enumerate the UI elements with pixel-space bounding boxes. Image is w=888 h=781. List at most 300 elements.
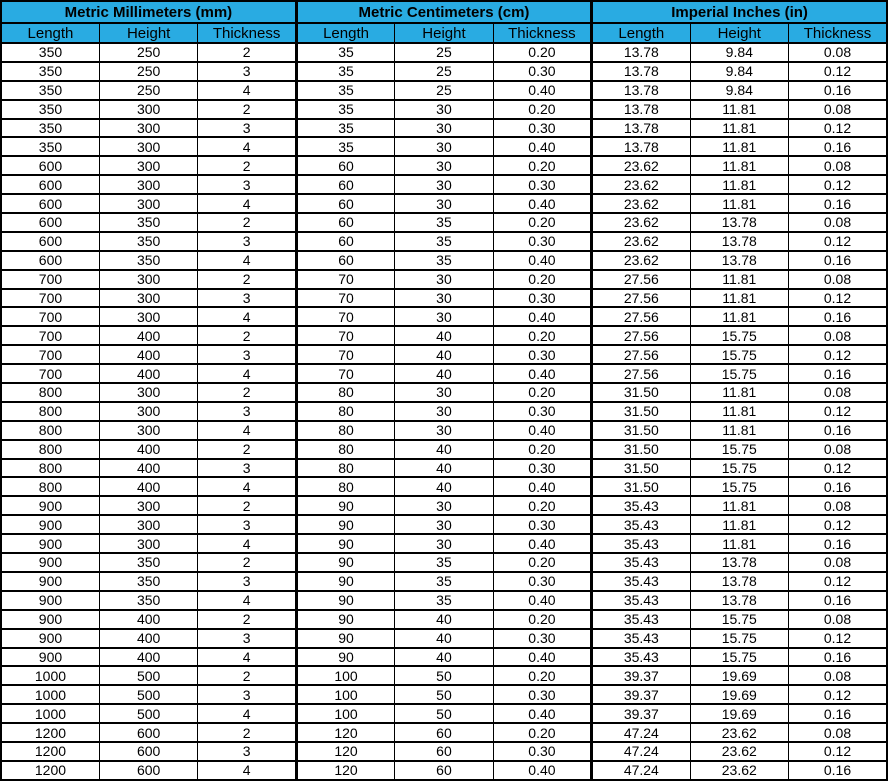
table-cell: 40: [395, 648, 493, 667]
table-cell: 0.30: [493, 62, 591, 81]
table-cell: 1000: [1, 666, 99, 685]
table-cell: 250: [99, 62, 197, 81]
table-cell: 0.12: [789, 62, 888, 81]
table-cell: 600: [1, 232, 99, 251]
table-cell: 3: [198, 175, 296, 194]
table-cell: 350: [99, 251, 197, 270]
table-cell: 4: [198, 81, 296, 100]
table-cell: 1000: [1, 704, 99, 723]
table-cell: 90: [296, 515, 394, 534]
table-cell: 400: [99, 345, 197, 364]
table-cell: 90: [296, 553, 394, 572]
column-header-height-cm: Height: [395, 23, 493, 43]
table-cell: 30: [395, 289, 493, 308]
table-cell: 800: [1, 440, 99, 459]
table-row: [1, 648, 887, 667]
table-cell: 900: [1, 515, 99, 534]
column-header-thickness-mm: Thickness: [198, 23, 296, 43]
table-cell: 40: [395, 345, 493, 364]
table-row: [1, 119, 887, 138]
table-cell: 11.81: [690, 175, 788, 194]
table-cell: 35: [296, 43, 394, 62]
table-cell: 0.40: [493, 421, 591, 440]
table-cell: 11.81: [690, 119, 788, 138]
table-cell: 0.12: [789, 119, 888, 138]
table-cell: 35.43: [592, 610, 690, 629]
table-cell: 900: [1, 553, 99, 572]
table-cell: 0.30: [493, 402, 591, 421]
table-cell: 2: [198, 43, 296, 62]
table-cell: 3: [198, 289, 296, 308]
table-cell: 15.75: [690, 629, 788, 648]
table-cell: 0.40: [493, 591, 591, 610]
table-cell: 35: [395, 553, 493, 572]
table-cell: 800: [1, 383, 99, 402]
table-cell: 120: [296, 761, 394, 780]
table-cell: 0.40: [493, 307, 591, 326]
table-cell: 0.20: [493, 383, 591, 402]
table-row: [1, 100, 887, 119]
table-cell: 13.78: [592, 81, 690, 100]
table-cell: 35: [296, 100, 394, 119]
table-row: [1, 591, 887, 610]
table-cell: 2: [198, 383, 296, 402]
table-cell: 4: [198, 477, 296, 496]
table-cell: 0.20: [493, 666, 591, 685]
table-cell: 23.62: [690, 761, 788, 780]
table-cell: 13.78: [592, 119, 690, 138]
table-cell: 4: [198, 194, 296, 213]
table-cell: 0.16: [789, 307, 888, 326]
table-cell: 3: [198, 572, 296, 591]
table-cell: 35.43: [592, 515, 690, 534]
table-cell: 0.12: [789, 515, 888, 534]
table-cell: 250: [99, 81, 197, 100]
table-cell: 120: [296, 742, 394, 761]
table-cell: 15.75: [690, 459, 788, 478]
table-cell: 2: [198, 610, 296, 629]
table-cell: 35: [296, 62, 394, 81]
table-cell: 80: [296, 383, 394, 402]
table-cell: 70: [296, 307, 394, 326]
table-cell: 4: [198, 648, 296, 667]
table-row: [1, 402, 887, 421]
table-cell: 0.16: [789, 81, 888, 100]
table-cell: 15.75: [690, 326, 788, 345]
table-cell: 13.78: [690, 591, 788, 610]
table-cell: 800: [1, 421, 99, 440]
table-cell: 700: [1, 270, 99, 289]
table-cell: 0.16: [789, 648, 888, 667]
table-row: [1, 629, 887, 648]
table-row: [1, 270, 887, 289]
column-header-length-in: Length: [592, 23, 690, 43]
table-cell: 350: [1, 62, 99, 81]
table-cell: 0.16: [789, 591, 888, 610]
table-cell: 300: [99, 289, 197, 308]
table-cell: 4: [198, 137, 296, 156]
table-cell: 30: [395, 383, 493, 402]
table-cell: 0.30: [493, 175, 591, 194]
column-header-height-in: Height: [690, 23, 788, 43]
table-cell: 0.12: [789, 742, 888, 761]
table-row: [1, 81, 887, 100]
table-cell: 350: [1, 137, 99, 156]
table-cell: 0.16: [789, 364, 888, 383]
table-cell: 0.40: [493, 364, 591, 383]
table-cell: 70: [296, 345, 394, 364]
table-cell: 35.43: [592, 572, 690, 591]
table-cell: 60: [296, 213, 394, 232]
table-cell: 300: [99, 175, 197, 194]
table-cell: 600: [1, 251, 99, 270]
table-cell: 27.56: [592, 364, 690, 383]
column-header-thickness-in: Thickness: [789, 23, 888, 43]
table-cell: 13.78: [592, 100, 690, 119]
table-cell: 3: [198, 345, 296, 364]
table-cell: 30: [395, 175, 493, 194]
table-row: [1, 761, 887, 780]
table-cell: 350: [99, 572, 197, 591]
group-header-imperial-inches: Imperial Inches (in): [592, 1, 887, 23]
table-cell: 23.62: [690, 742, 788, 761]
table-cell: 80: [296, 440, 394, 459]
table-cell: 0.30: [493, 742, 591, 761]
table-cell: 700: [1, 289, 99, 308]
table-row: [1, 459, 887, 478]
column-header-height-mm: Height: [99, 23, 197, 43]
table-cell: 30: [395, 307, 493, 326]
table-cell: 600: [1, 175, 99, 194]
table-cell: 0.08: [789, 326, 888, 345]
table-cell: 30: [395, 137, 493, 156]
table-cell: 35: [395, 572, 493, 591]
table-cell: 0.16: [789, 251, 888, 270]
table-cell: 23.62: [592, 175, 690, 194]
table-cell: 80: [296, 421, 394, 440]
table-cell: 400: [99, 648, 197, 667]
table-cell: 0.16: [789, 704, 888, 723]
table-cell: 40: [395, 364, 493, 383]
table-cell: 35.43: [592, 591, 690, 610]
table-cell: 0.20: [493, 156, 591, 175]
table-cell: 11.81: [690, 402, 788, 421]
table-cell: 23.62: [592, 232, 690, 251]
table-row: [1, 62, 887, 81]
table-cell: 0.20: [493, 326, 591, 345]
table-row: [1, 704, 887, 723]
table-cell: 35: [395, 251, 493, 270]
table-cell: 0.30: [493, 119, 591, 138]
table-row: [1, 43, 887, 62]
table-cell: 300: [99, 156, 197, 175]
table-cell: 300: [99, 402, 197, 421]
table-cell: 350: [1, 100, 99, 119]
table-row: [1, 421, 887, 440]
table-cell: 31.50: [592, 383, 690, 402]
table-cell: 350: [1, 119, 99, 138]
table-row: [1, 572, 887, 591]
table-cell: 3: [198, 515, 296, 534]
table-cell: 15.75: [690, 648, 788, 667]
table-cell: 35.43: [592, 553, 690, 572]
table-cell: 19.69: [690, 704, 788, 723]
table-cell: 9.84: [690, 62, 788, 81]
table-cell: 500: [99, 704, 197, 723]
table-row: [1, 742, 887, 761]
table-cell: 700: [1, 345, 99, 364]
table-row: [1, 383, 887, 402]
table-body: [1, 43, 887, 780]
table-cell: 13.78: [690, 213, 788, 232]
table-cell: 0.30: [493, 232, 591, 251]
table-cell: 4: [198, 534, 296, 553]
table-cell: 1200: [1, 723, 99, 742]
table-cell: 3: [198, 232, 296, 251]
table-cell: 23.62: [592, 194, 690, 213]
table-cell: 90: [296, 610, 394, 629]
table-row: [1, 515, 887, 534]
table-cell: 31.50: [592, 402, 690, 421]
table-cell: 47.24: [592, 761, 690, 780]
table-cell: 0.30: [493, 629, 591, 648]
table-row: [1, 723, 887, 742]
table-cell: 25: [395, 81, 493, 100]
table-cell: 23.62: [690, 723, 788, 742]
table-cell: 4: [198, 251, 296, 270]
table-cell: 0.12: [789, 175, 888, 194]
table-row: [1, 477, 887, 496]
table-cell: 300: [99, 137, 197, 156]
table-row: [1, 156, 887, 175]
table-cell: 0.20: [493, 610, 591, 629]
table-cell: 2: [198, 553, 296, 572]
table-cell: 11.81: [690, 137, 788, 156]
table-cell: 120: [296, 723, 394, 742]
table-cell: 0.30: [493, 459, 591, 478]
table-cell: 11.81: [690, 270, 788, 289]
table-cell: 31.50: [592, 459, 690, 478]
table-cell: 11.81: [690, 534, 788, 553]
table-cell: 60: [395, 723, 493, 742]
table-row: [1, 213, 887, 232]
table-cell: 0.12: [789, 402, 888, 421]
table-cell: 60: [395, 742, 493, 761]
table-row: [1, 232, 887, 251]
table-cell: 0.30: [493, 572, 591, 591]
table-cell: 15.75: [690, 610, 788, 629]
table-cell: 25: [395, 62, 493, 81]
table-cell: 800: [1, 402, 99, 421]
table-cell: 80: [296, 459, 394, 478]
table-cell: 300: [99, 307, 197, 326]
table-cell: 35.43: [592, 534, 690, 553]
table-cell: 13.78: [592, 137, 690, 156]
table-cell: 600: [1, 194, 99, 213]
table-row: [1, 496, 887, 515]
table-cell: 30: [395, 421, 493, 440]
table-cell: 23.62: [592, 251, 690, 270]
table-cell: 100: [296, 685, 394, 704]
table-cell: 2: [198, 723, 296, 742]
column-header-row: [1, 23, 887, 43]
table-row: [1, 194, 887, 213]
table-cell: 23.62: [592, 213, 690, 232]
table-cell: 0.12: [789, 232, 888, 251]
table-cell: 900: [1, 534, 99, 553]
table-cell: 30: [395, 100, 493, 119]
table-cell: 800: [1, 459, 99, 478]
table-cell: 27.56: [592, 307, 690, 326]
table-cell: 35.43: [592, 629, 690, 648]
table-cell: 11.81: [690, 100, 788, 119]
table-cell: 400: [99, 477, 197, 496]
table-cell: 0.20: [493, 270, 591, 289]
table-cell: 3: [198, 119, 296, 138]
table-row: [1, 251, 887, 270]
table-row: [1, 307, 887, 326]
table-cell: 0.20: [493, 213, 591, 232]
table-cell: 70: [296, 270, 394, 289]
table-cell: 0.40: [493, 137, 591, 156]
table-cell: 19.69: [690, 685, 788, 704]
table-cell: 90: [296, 629, 394, 648]
table-cell: 11.81: [690, 383, 788, 402]
table-cell: 900: [1, 496, 99, 515]
table-cell: 9.84: [690, 81, 788, 100]
table-cell: 50: [395, 685, 493, 704]
table-cell: 35: [296, 81, 394, 100]
table-cell: 0.12: [789, 629, 888, 648]
table-cell: 23.62: [592, 156, 690, 175]
table-cell: 13.78: [690, 251, 788, 270]
table-row: [1, 440, 887, 459]
table-cell: 11.81: [690, 194, 788, 213]
group-header-row: [1, 1, 887, 23]
table-cell: 30: [395, 496, 493, 515]
table-cell: 3: [198, 685, 296, 704]
table-cell: 400: [99, 326, 197, 345]
table-cell: 35: [395, 591, 493, 610]
table-cell: 3: [198, 459, 296, 478]
table-cell: 13.78: [690, 553, 788, 572]
table-cell: 9.84: [690, 43, 788, 62]
table-cell: 600: [99, 723, 197, 742]
table-cell: 0.30: [493, 345, 591, 364]
table-cell: 0.08: [789, 610, 888, 629]
table-cell: 0.08: [789, 723, 888, 742]
table-cell: 900: [1, 572, 99, 591]
table-cell: 40: [395, 326, 493, 345]
table-cell: 30: [395, 270, 493, 289]
table-cell: 50: [395, 666, 493, 685]
table-cell: 0.20: [493, 553, 591, 572]
table-cell: 0.40: [493, 251, 591, 270]
table-cell: 400: [99, 610, 197, 629]
table-row: [1, 326, 887, 345]
table-cell: 2: [198, 440, 296, 459]
table-cell: 350: [1, 81, 99, 100]
table-cell: 900: [1, 648, 99, 667]
table-cell: 0.20: [493, 723, 591, 742]
table-cell: 4: [198, 307, 296, 326]
table-cell: 300: [99, 534, 197, 553]
table-cell: 90: [296, 572, 394, 591]
table-cell: 60: [296, 156, 394, 175]
table-cell: 47.24: [592, 723, 690, 742]
table-cell: 0.08: [789, 553, 888, 572]
table-cell: 900: [1, 591, 99, 610]
table-cell: 35: [395, 213, 493, 232]
table-cell: 2: [198, 213, 296, 232]
table-cell: 0.08: [789, 440, 888, 459]
table-cell: 2: [198, 156, 296, 175]
table-cell: 40: [395, 477, 493, 496]
table-cell: 0.30: [493, 289, 591, 308]
table-cell: 0.20: [493, 43, 591, 62]
table-cell: 90: [296, 591, 394, 610]
table-cell: 80: [296, 402, 394, 421]
table-cell: 500: [99, 685, 197, 704]
table-cell: 1200: [1, 761, 99, 780]
table-cell: 35: [296, 137, 394, 156]
table-cell: 4: [198, 761, 296, 780]
table-cell: 60: [296, 194, 394, 213]
table-cell: 90: [296, 648, 394, 667]
table-cell: 35.43: [592, 496, 690, 515]
table-cell: 0.08: [789, 213, 888, 232]
table-cell: 60: [296, 232, 394, 251]
table-cell: 0.30: [493, 685, 591, 704]
table-cell: 27.56: [592, 270, 690, 289]
table-cell: 35: [296, 119, 394, 138]
table-cell: 4: [198, 704, 296, 723]
table-cell: 4: [198, 364, 296, 383]
table-cell: 300: [99, 270, 197, 289]
table-cell: 30: [395, 194, 493, 213]
table-cell: 39.37: [592, 666, 690, 685]
table-cell: 70: [296, 364, 394, 383]
table-cell: 13.78: [690, 232, 788, 251]
table-cell: 11.81: [690, 421, 788, 440]
table-cell: 0.40: [493, 704, 591, 723]
table-cell: 0.40: [493, 477, 591, 496]
table-cell: 600: [1, 213, 99, 232]
table-cell: 1200: [1, 742, 99, 761]
table-row: [1, 137, 887, 156]
table-cell: 11.81: [690, 496, 788, 515]
table-cell: 0.40: [493, 81, 591, 100]
table-cell: 0.30: [493, 515, 591, 534]
table-row: [1, 364, 887, 383]
table-cell: 19.69: [690, 666, 788, 685]
table-cell: 0.40: [493, 648, 591, 667]
table-cell: 60: [296, 175, 394, 194]
table-cell: 900: [1, 629, 99, 648]
column-header-thickness-cm: Thickness: [493, 23, 591, 43]
table-cell: 11.81: [690, 156, 788, 175]
table-cell: 30: [395, 515, 493, 534]
table-cell: 40: [395, 440, 493, 459]
table-cell: 0.20: [493, 496, 591, 515]
table-cell: 350: [99, 553, 197, 572]
table-cell: 0.08: [789, 156, 888, 175]
table-cell: 30: [395, 119, 493, 138]
table-cell: 27.56: [592, 289, 690, 308]
table-cell: 600: [99, 742, 197, 761]
table-cell: 0.08: [789, 666, 888, 685]
table-cell: 0.08: [789, 100, 888, 119]
